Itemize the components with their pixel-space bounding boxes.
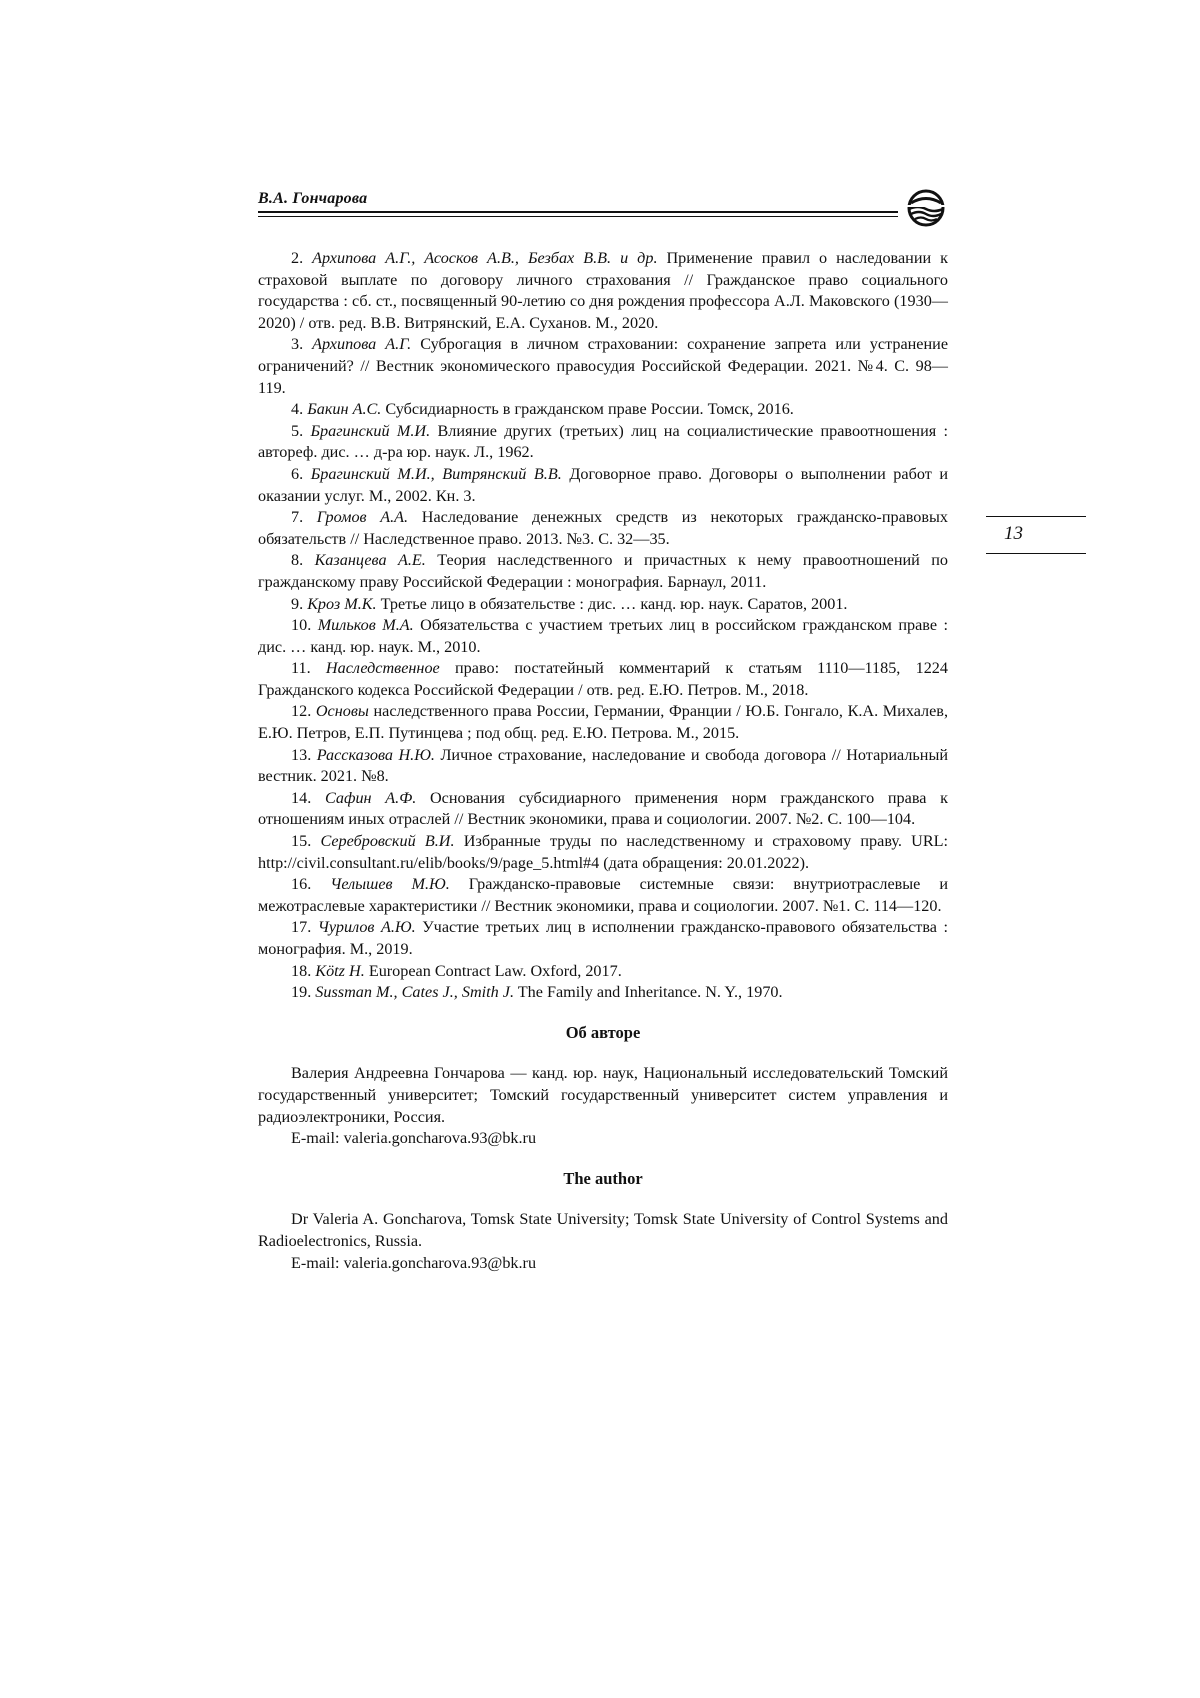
reference-text: European Contract Law. Oxford, 2017. <box>364 961 622 980</box>
reference-authors: Бакин А.С. <box>307 400 382 419</box>
reference-text: Избранные труды по наследственному и страховому праву. URL: http://civil.consultant.ru/elib/books/9/page_5.html#4 (дата обращения: 20.01.2022). <box>258 832 949 872</box>
reference-number: 11. <box>291 659 311 678</box>
about-author-bio: Валерия Андреевна Гончарова — канд. юр. наук, Национальный исследовательский Томский государственный университет; Томский государственный университет систем управления и радиоэлектроники, Россия. <box>258 1064 948 1126</box>
header-rule-thick <box>258 211 898 213</box>
reference-authors: Чурилов А.Ю. <box>317 918 416 937</box>
reference-authors: Серебровский В.И. <box>320 832 455 851</box>
reference-authors: Рассказова Н.Ю. <box>316 745 435 764</box>
reference-text: Суброгация в личном страховании: сохранение запрета или устранение ограничений? // Вестник экономического правосудия Российской Федерации. 2021. №4. С. 98—119. <box>258 335 948 397</box>
reference-authors: Наследственное <box>325 659 440 678</box>
reference-text: Обязательства с участием третьих лиц в российском гражданском праве : дис. … канд. юр. наук. М., 2010. <box>258 616 948 656</box>
reference-item <box>258 421 948 464</box>
reference-item <box>258 399 948 421</box>
reference-number: 18. <box>291 961 312 980</box>
reference-text: Субсидиарность в гражданском праве России. Томск, 2016. <box>381 400 794 419</box>
reference-authors: Громов А.А. <box>316 508 409 527</box>
reference-item <box>258 982 948 1004</box>
reference-item <box>258 464 948 507</box>
reference-number: 16. <box>291 875 312 894</box>
reference-item <box>258 917 948 960</box>
reference-item <box>258 701 948 744</box>
side-page-number-box <box>986 516 1086 554</box>
reference-text: Теория наследственного и причастных к нему правоотношений по гражданскому праву Российской Федерации : монография. Барнаул, 2011. <box>258 551 948 591</box>
the-author-title: The author <box>563 1168 643 1188</box>
reference-authors: Sussman M., Cates J., Smith J. <box>315 983 515 1002</box>
reference-number: 6. <box>291 464 304 483</box>
reference-item <box>258 961 948 983</box>
the-author-bio: Dr Valeria A. Goncharova, Tomsk State University; Tomsk State University of Control Systems and Radioelectronics, Russia. <box>258 1210 948 1250</box>
running-header <box>258 190 948 230</box>
page-number: 13 <box>1004 523 1023 544</box>
reference-item <box>258 615 948 658</box>
reference-text: Влияние других (третьих) лиц на социалистические правоотношения : автореф. дис. … д-ра юр. наук. Л., 1962. <box>258 421 948 462</box>
reference-list <box>258 248 948 1004</box>
reference-text: право: постатейный комментарий к статьям 1110—1185, 1224 Гражданского кодекса Российской Федерации / отв. ред. Е.Ю. Петров. М., 2018. <box>258 659 948 699</box>
the-author-email: E-mail: valeria.goncharova.93@bk.ru <box>291 1253 537 1272</box>
reference-item <box>258 594 948 616</box>
reference-number: 14. <box>291 788 312 807</box>
reference-number: 7. <box>291 508 304 527</box>
reference-text: Личное страхование, наследование и свобода договора // Нотариальный вестник. 2021. №8. <box>258 745 949 786</box>
reference-item <box>258 788 948 831</box>
reference-item <box>258 658 948 701</box>
reference-item <box>258 745 948 788</box>
reference-text: Участие третьих лиц в исполнении гражданско-правового обязательства : монография. М., 2019. <box>258 918 948 958</box>
about-author-email: E-mail: valeria.goncharova.93@bk.ru <box>291 1129 537 1148</box>
reference-number: 17. <box>291 918 312 937</box>
reference-text: Наследование денежных средств из некоторых гражданско-правовых обязательств // Наследственное право. 2013. №3. С. 32—35. <box>258 508 948 548</box>
reference-item <box>258 874 948 917</box>
reference-item <box>258 248 948 334</box>
reference-authors: Брагинский М.И., Витрянский В.В. <box>310 464 562 483</box>
reference-number: 9. <box>291 594 304 613</box>
journal-logo-icon <box>903 188 949 228</box>
about-author-title: Об авторе <box>565 1022 641 1042</box>
reference-authors: Кроз М.К. <box>307 594 377 613</box>
reference-authors: Основы <box>315 702 369 721</box>
reference-text: The Family and Inheritance. N. Y., 1970. <box>514 983 783 1002</box>
reference-item <box>258 550 948 593</box>
reference-authors: Челышев М.Ю. <box>330 875 450 894</box>
reference-number: 13. <box>291 745 312 764</box>
reference-text: Применение правил о наследовании к страховой выплате по договору личного страхования // Гражданское право социального государства : сб. ст., посвященный 90-летию со дня рождения профессора А.Л. Маковского (1930—2020) / отв. ред. В.В. Витрянский, Е.А. Суханов. М., 2020. <box>258 249 949 332</box>
reference-number: 4. <box>291 400 304 419</box>
reference-item <box>258 334 948 399</box>
reference-text: Третье лицо в обязательстве : дис. … канд. юр. наук. Саратов, 2001. <box>376 594 848 613</box>
article-content <box>258 248 948 1274</box>
reference-number: 2. <box>291 249 304 267</box>
reference-authors: Казанцева А.Е. <box>314 551 426 570</box>
reference-number: 3. <box>291 335 304 354</box>
header-author: В.А. Гончарова <box>258 190 368 207</box>
reference-number: 5. <box>291 421 304 440</box>
reference-authors: Архипова А.Г., Асосков А.В., Безбах В.В. и др. <box>312 249 658 267</box>
reference-text: Гражданско-правовые системные связи: внутриотраслевые и межотраслевые характеристики // Вестник экономики, права и социологии. 2007. №1. С. 114—120. <box>258 875 948 915</box>
reference-authors: Архипова А.Г. <box>312 335 412 354</box>
reference-text: Договорное право. Договоры о выполнении работ и оказании услуг. М., 2002. Кн. 3. <box>258 464 949 505</box>
reference-authors: Сафин А.Ф. <box>324 788 417 807</box>
reference-number: 19. <box>291 983 312 1002</box>
reference-text: Основания субсидиарного применения норм гражданского права к отношениям иных отраслей // Вестник экономики, права и социологии. 2007. №2. С. 100—104. <box>258 788 949 829</box>
reference-authors: Мильков М.А. <box>317 616 414 635</box>
reference-number: 10. <box>291 616 312 635</box>
header-rule-thin <box>258 216 898 217</box>
reference-item <box>258 507 948 550</box>
reference-number: 12. <box>291 702 312 721</box>
reference-authors: Kötz H. <box>315 961 365 980</box>
reference-item <box>258 831 948 874</box>
reference-authors: Брагинский М.И. <box>310 421 431 440</box>
reference-text: наследственного права России, Германии, Франции / Ю.Б. Гонгало, К.А. Михалев, Е.Ю. Петров, Е.П. Путинцева ; под общ. ред. Е.Ю. Петрова. М., 2015. <box>258 702 948 743</box>
reference-number: 15. <box>291 832 312 851</box>
reference-number: 8. <box>291 551 304 570</box>
